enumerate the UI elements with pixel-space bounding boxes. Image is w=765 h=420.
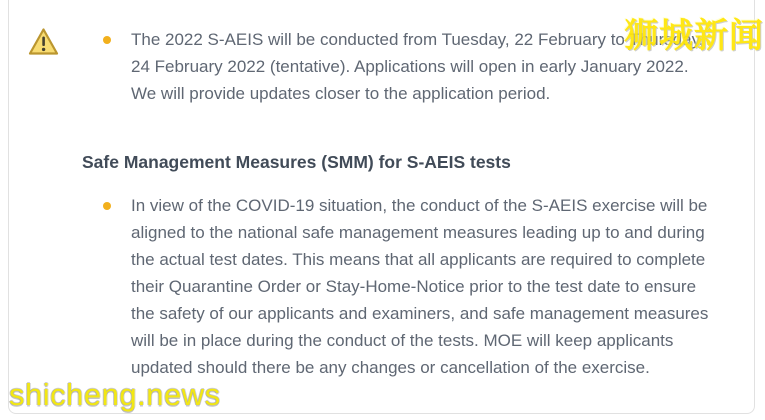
paragraph-line: will be in place during the conduct of the tests. MOE will keep applicants xyxy=(131,331,674,350)
bullet-dot-icon xyxy=(103,36,111,44)
paragraph-line: their Quarantine Order or Stay-Home-Notice prior to the test date to ensure xyxy=(131,277,697,296)
warning-triangle-icon xyxy=(27,26,60,57)
paragraph-line: In view of the COVID-19 situation, the conduct of the S-AEIS exercise will be xyxy=(131,196,708,215)
paragraph-line: the safety of our applicants and examiners, and safe management measures xyxy=(131,304,709,323)
watermark-shicheng-news: shicheng.news xyxy=(9,377,221,412)
bullet-item-schedule xyxy=(82,26,704,107)
smm-section-heading: Safe Management Measures (SMM) for S-AEIS tests xyxy=(82,152,511,172)
paragraph-line: 24 February 2022 (tentative). Applications will open in early January 2022. xyxy=(131,57,689,76)
paragraph-line: the actual test dates. This means that all applicants are required to complete xyxy=(131,250,706,269)
paragraph-line: aligned to the national safe management measures leading up to and during xyxy=(131,223,705,242)
paragraph-line: We will provide updates closer to the application period. xyxy=(131,84,551,103)
paragraph-line: The 2022 S-AEIS will be conducted from Tuesday, 22 February to Thursday, xyxy=(131,30,704,49)
watermark-shicheng-chinese: 狮城新闻 xyxy=(624,17,764,55)
paragraph-line: updated should there be any changes or cancellation of the exercise. xyxy=(131,358,650,377)
bullet-dot-icon xyxy=(103,202,111,210)
bullet-item-smm xyxy=(82,192,708,381)
